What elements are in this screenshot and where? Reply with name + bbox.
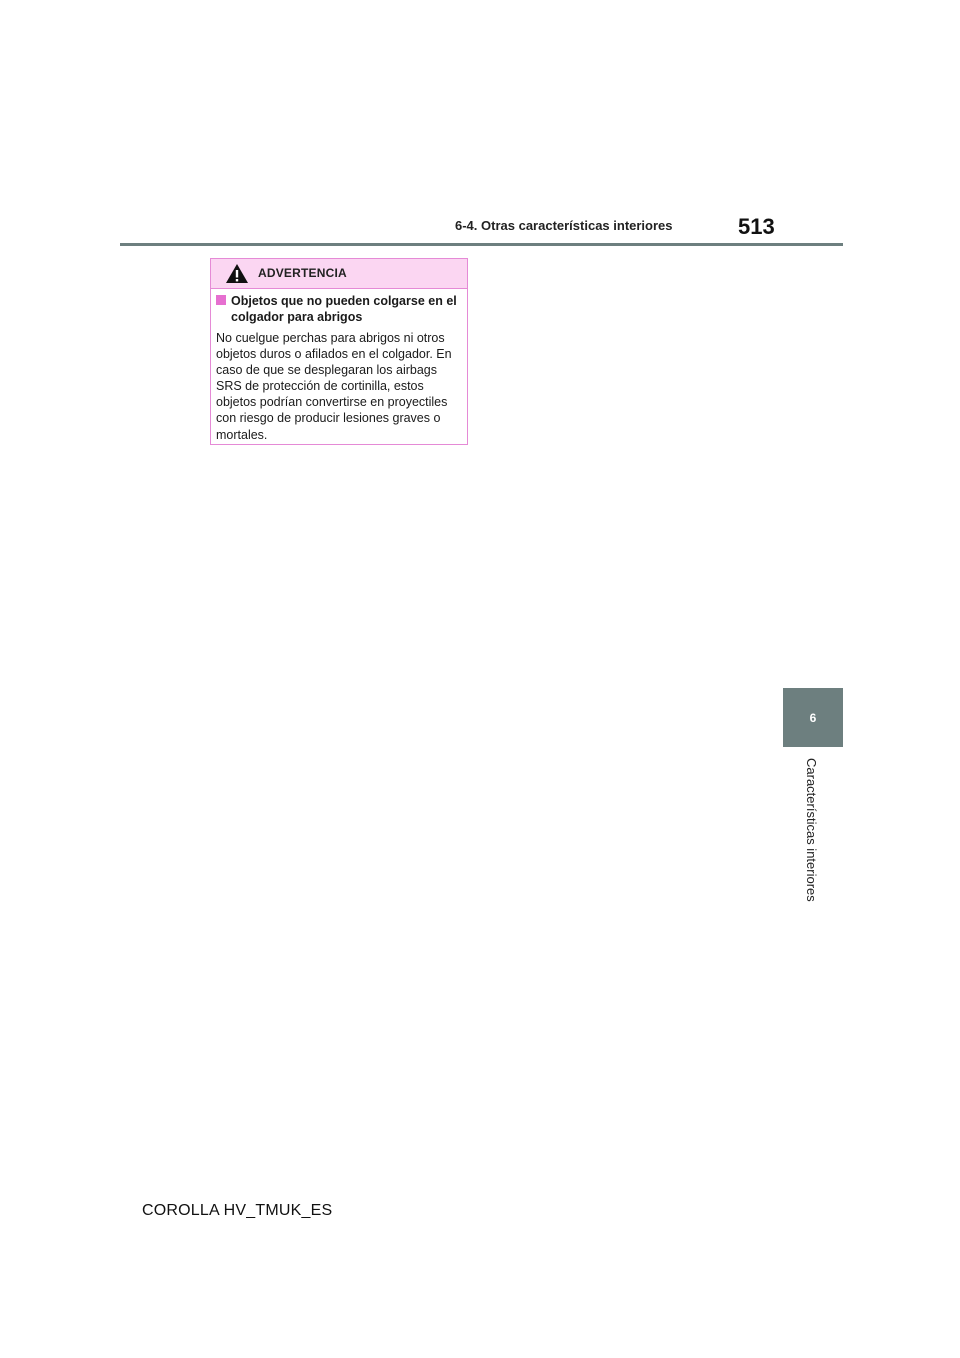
warning-label: ADVERTENCIA (258, 266, 347, 280)
square-bullet-icon (216, 295, 226, 305)
footer-model-code: COROLLA HV_TMUK_ES (142, 1202, 333, 1219)
warning-subheading-text: Objetos que no pueden colgarse en el colgador para abrigos (231, 294, 457, 324)
header-divider (120, 243, 843, 246)
chapter-title: Características interiores (804, 758, 819, 902)
chapter-number: 6 (809, 710, 817, 725)
warning-subheading (216, 293, 461, 325)
section-title: 6-4. Otras características interiores (455, 218, 673, 233)
chapter-tab (783, 688, 843, 747)
warning-text: No cuelgue perchas para abrigos ni otros objetos duros o afilados en el colgador. En caso de que se desplegaran los airbags SRS de protección de cortinilla, estos objetos podrían convertirse en proyectiles con riesgo de producir lesiones graves o mortales. (216, 331, 452, 442)
warning-triangle-icon (225, 263, 249, 284)
warning-box (210, 258, 468, 445)
page-number: 513 (738, 214, 775, 239)
warning-body (211, 289, 467, 443)
warning-header (211, 259, 467, 289)
